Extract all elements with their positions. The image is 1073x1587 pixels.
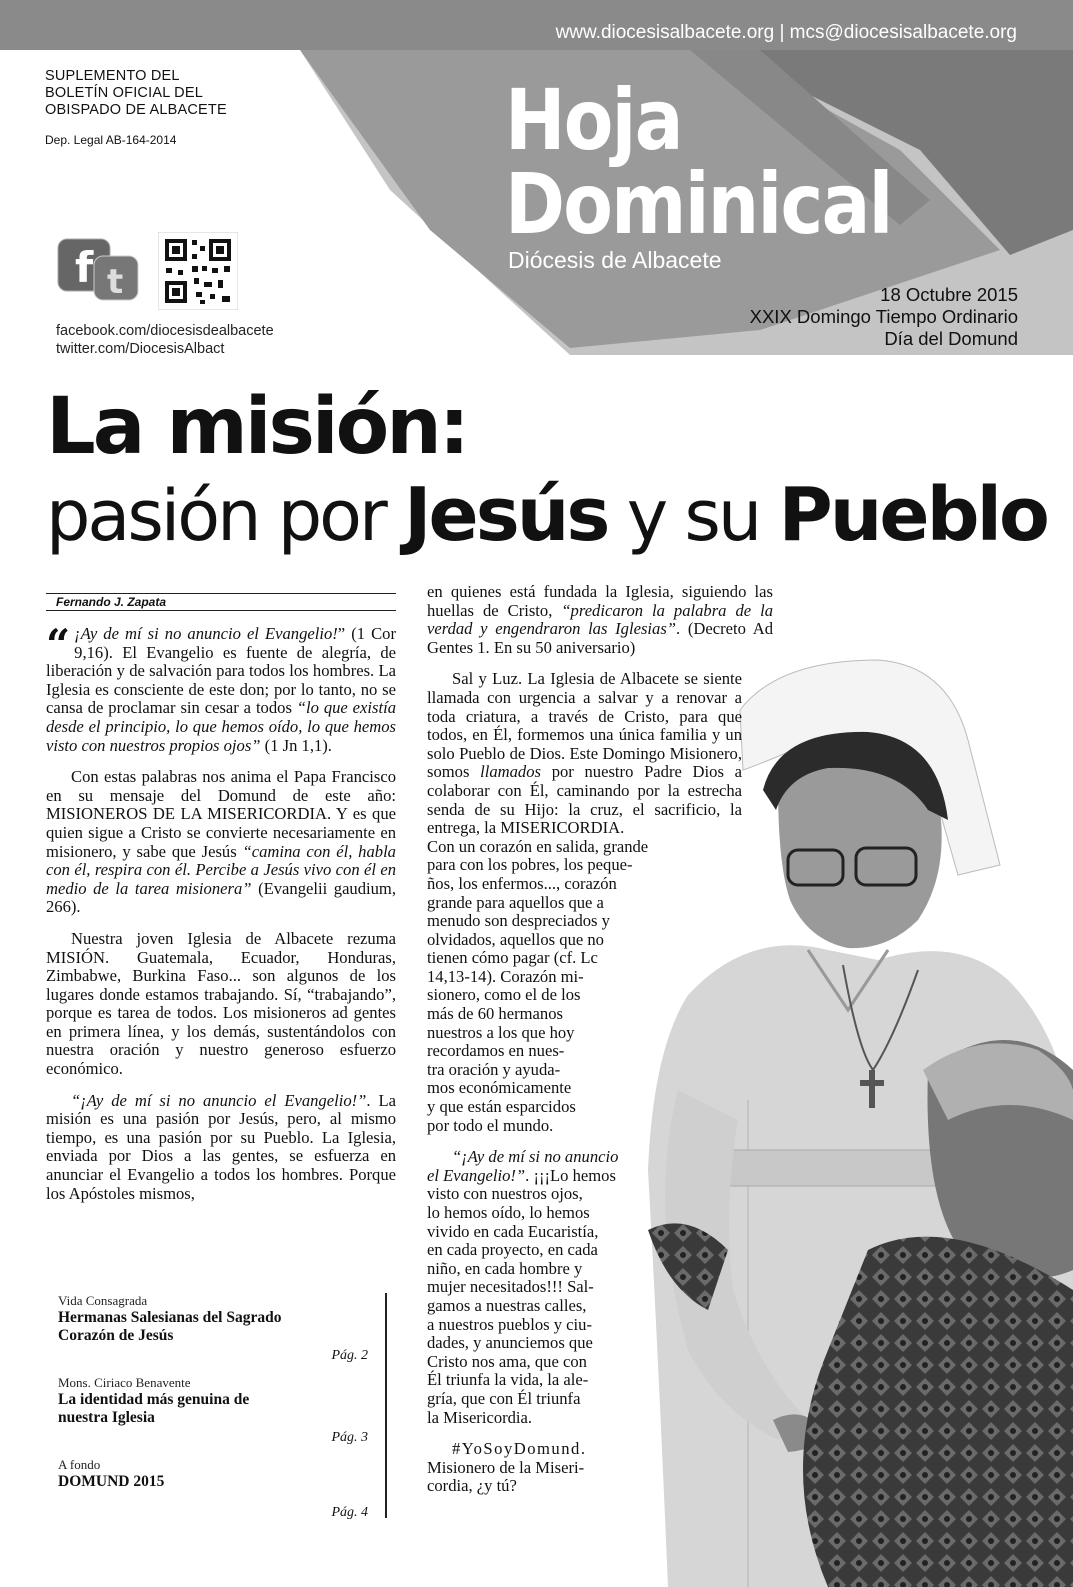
paragraph-text: (1 Jn 1,1). [260,735,332,755]
headline-part: pasión por [46,475,404,557]
svg-text:f: f [75,243,94,292]
svg-text:t: t [107,262,124,302]
toc-kicker: Vida Consagrada [58,1293,148,1308]
text-line: sionero, como el de los [427,985,581,1005]
toc-page: Pág. 2 [331,1348,368,1363]
headline-part: y su [607,475,779,557]
supplement-label [45,68,227,119]
text-line: olvidados, aquellos que no [427,929,604,949]
text-line: gamos a nuestras calles, [427,1295,587,1315]
social-links [56,322,274,358]
paragraph-text: (Evangelii gaudium, 266). [46,878,396,917]
paragraph-text: Sal y Luz. La Iglesia de Albacete se siente llamada con urgencia a salvar y a renovar a toda criatura, a través de Cristo, para que todos, en Él, formemos una única familia y un solo Pueblo de Dios. Este Domingo Misionero, somos [427,669,742,782]
issue-date: 18 Octubre 2015 [880,284,1018,305]
text-line: gría, que con Él triunfa [427,1388,581,1408]
text-line: recordamos en nues- [427,1041,565,1061]
paragraph-text: . (Decreto Ad Gentes 1. En su 50 aniversario) [427,619,773,657]
text-line: a nuestros pueblos y ciu- [427,1314,592,1334]
quote: “lo que existía desde el principio, lo que hemos oído, lo que hemos visto con nuestros propios ojos” [46,698,396,755]
text-line: y que están esparcidos [427,1097,576,1117]
text-line: en cada proyecto, en cada [427,1240,598,1260]
wrapped-paragraph [427,1440,773,1496]
article-column-1 [46,620,396,1216]
wrapped-paragraph [427,838,773,1136]
quote: el Evangelio!” [427,1165,526,1185]
paragraph-text: por nuestro Padre Dios a colaborar con Él, caminando por la estrecha senda de su Hijo: la cruz, el sacrificio, la entrega, la MISERICORDIA. [427,762,742,838]
toc-kicker: A fondo [58,1457,101,1472]
quote: “predicaron la palabra de la verdad y engendraron las Iglesias” [427,600,774,639]
header-links[interactable]: www.diocesisalbacete.org | mcs@diocesisalbacete.org [555,22,1017,43]
article-column-2 [427,583,773,1496]
facebook-twitter-icon[interactable] [57,238,141,304]
dep-legal: Dep. Legal AB-164-2014 [45,133,177,147]
toc-title: Hermanas Salesianas del Sagrado [58,1309,282,1326]
text-line: mujer necesitados!!! Sal- [427,1277,594,1297]
toc-title: nuestra Iglesia [58,1409,155,1426]
text-line: dades, y anunciemos que [427,1333,593,1353]
text-line [427,1167,773,1186]
issue-day: Día del Domund [884,328,1018,349]
toc-page: Pág. 4 [331,1505,368,1520]
byline: Fernando J. Zapata [46,593,396,611]
toc-item[interactable] [58,1293,368,1363]
logo-subtitle: Diócesis de Albacete [508,247,722,273]
logo [505,71,892,253]
text-line: lo hemos oído, lo hemos [427,1203,590,1222]
emphasis: llamados [480,762,541,782]
supplement-line: BOLETÍN OFICIAL DEL [45,85,203,101]
toc-rule [385,1293,387,1518]
text-line: Cristo nos ama, que con [427,1351,587,1371]
text-line: ños, los enfermos..., corazón [427,873,617,893]
facebook-link[interactable]: facebook.com/diocesisdealbacete [56,323,274,339]
paragraph-text: . ¡¡¡Lo hemos [525,1165,616,1185]
quote-mark: “ [46,620,71,669]
text-line: vivido en cada Eucaristía, [427,1221,599,1241]
supplement-line: OBISPADO DE ALBACETE [45,102,227,118]
toc-title: DOMUND 2015 [58,1473,165,1490]
text-line: nuestros a los que hoy [427,1022,575,1042]
toc-page: Pág. 3 [331,1430,368,1445]
quote: “camina con él, habla con él, respira con él. Percibe a Jesús vivo con él en medio de la tarea misionera” [46,841,396,898]
quote: “¡Ay de mí si no anuncio el Evangelio!” [71,1090,367,1110]
text-line: para con los pobres, los peque- [427,855,633,875]
text-line: más de 60 hermanos [427,1004,563,1024]
issue-liturgy: XXIX Domingo Tiempo Ordinario [749,306,1018,327]
text-line: por todo el mundo. [427,1115,554,1135]
toc-kicker: Mons. Ciriaco Benavente [58,1375,191,1390]
issue-info [750,284,1018,350]
toc-item[interactable] [58,1457,368,1520]
text-line: cordia, ¿y tú? [427,1476,517,1496]
wrapped-paragraph [427,1148,773,1427]
headline-part: Jesús [403,472,608,558]
text-line: la Misericordia. [427,1407,533,1427]
text-line: Misionero de la Miseri- [427,1457,585,1477]
text-line: mos económicamente [427,1078,572,1098]
text-line: tra oración y ayuda- [427,1059,561,1079]
quote: ¡Ay de mí si no anuncio el Evangelio! [74,624,338,643]
text-line: niño, en cada hombre y [427,1258,583,1278]
paragraph: Nuestra joven Iglesia de Albacete rezuma MISIÓN. Guatemala, Ecuador, Honduras, Zimbabwe, Burkina Faso... son algunos de los lugares donde estamos trabajando. Sí, “trabajando”, porque es tarea de todos. Los misioneros ad gentes en primera línea, y los demás, sustentándolos con nuestra oración y nuestro generoso esfuerzo económico. [46,928,396,1079]
text-line: visto con nuestros ojos, [427,1184,583,1204]
headline-line1: La misión: [46,382,467,472]
text-line: menudo son despreciados y [427,911,610,931]
toc-title: La identidad más genuina de [58,1391,250,1408]
paragraph-text: en quienes está fundada la Iglesia, siguiendo las huellas de Cristo, [427,582,773,620]
paragraph-text: ” (1 Cor 9,16). El Evangelio es fuente de alegría, de liberación y de salvación para todos los hombres. La Iglesia es consciente de este don; por lo tanto, no se cansa de proclamar sin cesar a todos [46,624,396,718]
toc-title: Corazón de Jesús [58,1327,174,1344]
twitter-link[interactable]: twitter.com/DiocesisAlbact [56,341,225,357]
logo-line: Dominical [505,155,892,253]
supplement-line: SUPLEMENTO DEL [45,68,180,84]
toc-item[interactable] [58,1375,368,1445]
text-line: grande para aquellos que a [427,892,604,912]
headline-part: Pueblo [778,472,1047,558]
paragraph-text: . La misión es una pasión por Jesús, pero, al mismo tiempo, es una pasión por su Pueblo. La Iglesia, enviada por Dios a las gentes, se esfuerza en anunciar el Evangelio a todos los hombres. Porque los Apóstoles mismos, [46,1090,396,1203]
headline-line2 [46,470,1047,561]
text-line: Él triunfa la vida, la ale- [427,1370,589,1390]
text-line: tienen cómo pagar (cf. Lc [427,948,598,968]
logo-line: Hoja [505,71,682,169]
text-line: Con un corazón en salida, grande [427,836,649,856]
paragraph-text: Con estas palabras nos anima el Papa Francisco en su mensaje del Domund de este año: MISIONEROS DE LA MISERICORDIA. Y es que quien sigue a Cristo se convierte necesariamente en misionero, y sabe que Jesús [46,767,396,861]
text-line: #YoSoyDomund. [452,1439,587,1459]
table-of-contents [58,1293,368,1518]
qr-code-icon[interactable] [158,232,238,310]
text-line: 14,13-14). Corazón mi- [427,966,584,986]
text-line: “¡Ay de mí si no anuncio [452,1147,619,1167]
